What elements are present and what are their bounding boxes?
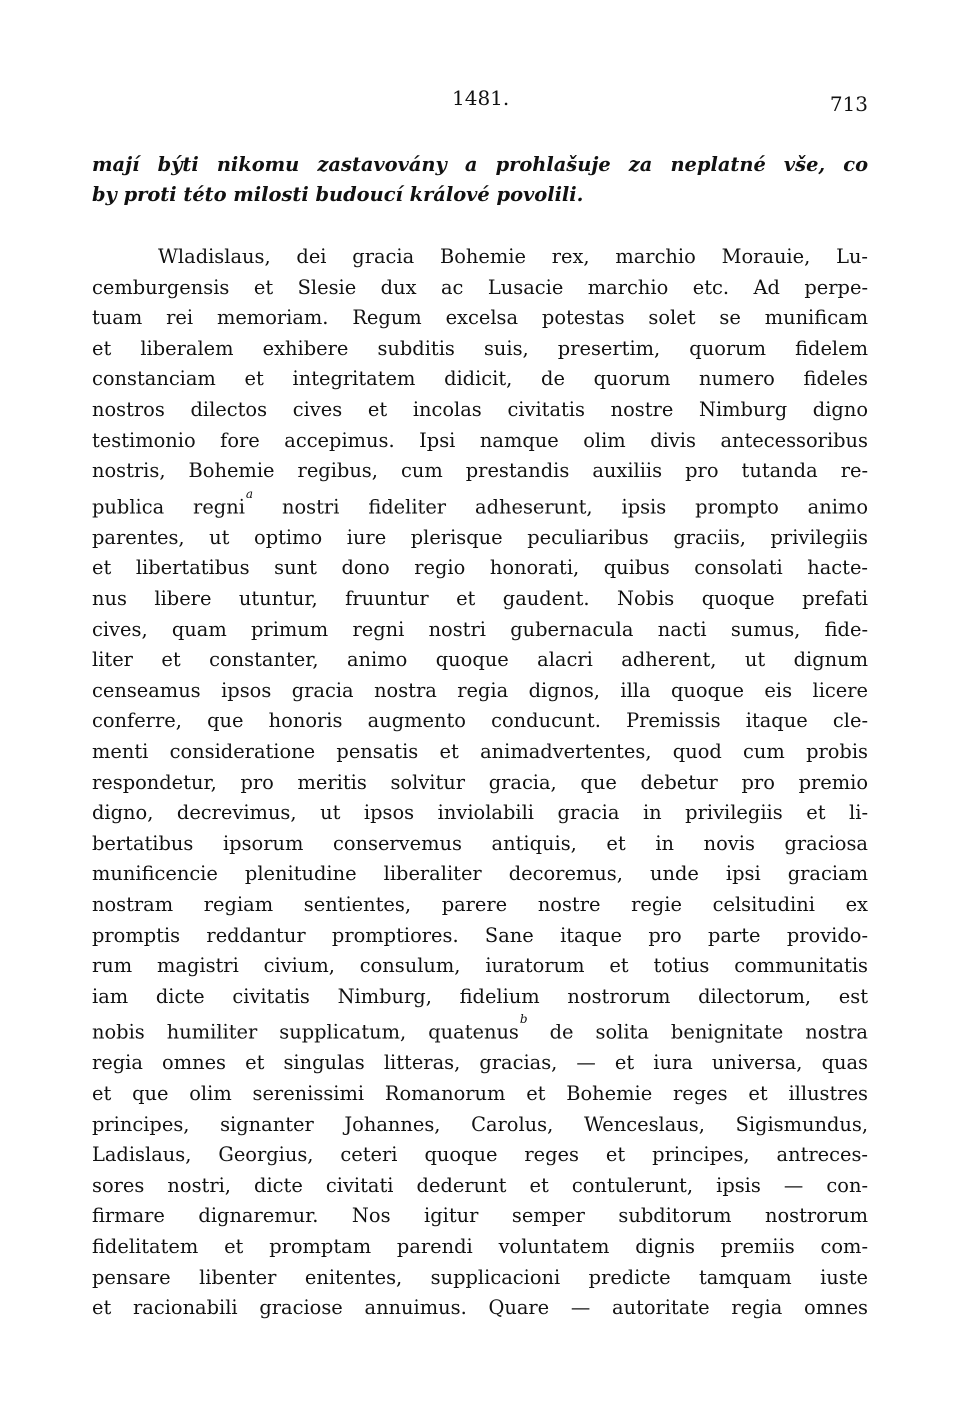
page-year: 1481.	[452, 86, 510, 110]
text-line: cives, quam primum regni nostri gubernacula nacti sumus, fide-	[92, 617, 868, 641]
text-line: tuam rei memoriam. Regum excelsa potestas solet se munificam	[92, 306, 868, 330]
text-line: et libertatibus sunt dono regio honorati, quibus consolati hacte-	[92, 556, 868, 580]
text-line: principes, signanter Johannes, Carolus, Wenceslaus, Sigismundus,	[92, 1112, 868, 1136]
text-fragment: publica regni	[92, 495, 245, 519]
text-line: firmare dignaremur. Nos igitur semper subditorum nostrorum	[92, 1204, 868, 1228]
text-line: cemburgensis et Slesie dux ac Lusacie marchio etc. Ad perpe-	[92, 275, 868, 299]
page-content	[92, 150, 868, 1324]
text-line: munificencie plenitudine liberaliter decoremus, unde ipsi graciam	[92, 862, 868, 886]
text-line: et que olim serenissimi Romanorum et Bohemie reges et illustres	[92, 1081, 868, 1105]
footnote-mark-a: a	[245, 486, 254, 501]
text-line: bertatibus ipsorum conservemus antiquis, et in novis graciosa	[92, 831, 868, 855]
text-line: testimonio fore accepimus. Ipsi namque olim divis antecessoribus	[92, 428, 868, 452]
text-line: sores nostri, dicte civitati dederunt et contulerunt, ipsis — con-	[92, 1173, 868, 1197]
text-line: menti consideratione pensatis et animadvertentes, quod cum probis	[92, 739, 868, 763]
text-line: regia omnes et singulas litteras, gracias, — et iura universa, quas	[92, 1051, 868, 1075]
text-fragment: nostri fideliter adheserunt, ipsis prompto animo	[282, 495, 868, 519]
text-line: fidelitatem et promptam parendi voluntatem dignis premiis com-	[92, 1234, 868, 1258]
text-line: Ladislaus, Georgius, ceteri quoque reges et principes, antreces-	[92, 1143, 868, 1167]
text-line-with-note	[92, 1012, 868, 1048]
text-fragment: nobis humiliter supplicatum, quatenus	[92, 1020, 519, 1044]
text-line: nostros dilectos cives et incolas civitatis nostre Nimburg digno	[92, 397, 868, 421]
text-line: digno, decrevimus, ut ipsos inviolabili gracia in privilegiis et li-	[92, 801, 868, 825]
text-line: et liberalem exhibere subditis suis, presertim, quorum fidelem	[92, 336, 868, 360]
text-line-with-note	[92, 487, 868, 523]
text-line: liter et constanter, animo quoque alacri adherent, ut dignum	[92, 648, 868, 672]
regest-summary	[92, 150, 868, 210]
charter-text	[92, 242, 868, 1324]
page-header	[92, 86, 868, 116]
text-line: censeamus ipsos gracia nostra regia dignos, illa quoque eis licere	[92, 678, 868, 702]
page-number: 713	[829, 92, 868, 116]
text-line: constanciam et integritatem didicit, de quorum numero fideles	[92, 367, 868, 391]
text-line: iam dicte civitatis Nimburg, fidelium nostrorum dilectorum, est	[92, 984, 868, 1008]
summary-line: mají býti nikomu zastavovány a prohlašuje za neplatné vše, co	[92, 153, 868, 176]
text-fragment: de solita benignitate nostra	[549, 1020, 868, 1044]
text-line: pensare libenter enitentes, supplicacioni predicte tamquam iuste	[92, 1265, 868, 1289]
text-line: nostris, Bohemie regibus, cum prestandis auxiliis pro tutanda re-	[92, 459, 868, 483]
text-line: promptis reddantur promptiores. Sane itaque pro parte provido-	[92, 923, 868, 947]
summary-line: by proti této milosti budoucí králové povolili.	[92, 183, 584, 206]
text-line: nus libere utuntur, fruuntur et gaudent. Nobis quoque prefati	[92, 587, 868, 610]
text-line: conferre, que honoris augmento conducunt. Premissis itaque cle-	[92, 709, 868, 733]
text-line: Wladislaus, dei gracia Bohemie rex, marchio Morauie, Lu-	[158, 245, 868, 268]
text-line: parentes, ut optimo iure plerisque peculiaribus graciis, privilegiis	[92, 525, 868, 549]
text-line: respondetur, pro meritis solvitur gracia, que debetur pro premio	[92, 770, 868, 794]
footnote-mark-b: b	[519, 1012, 528, 1027]
text-line: et racionabili graciose annuimus. Quare — autoritate regia omnes	[92, 1296, 868, 1320]
text-line: rum magistri civium, consulum, iuratorum et totius communitatis	[92, 954, 868, 978]
text-line: nostram regiam sentientes, parere nostre regie celsitudini ex	[92, 892, 868, 916]
